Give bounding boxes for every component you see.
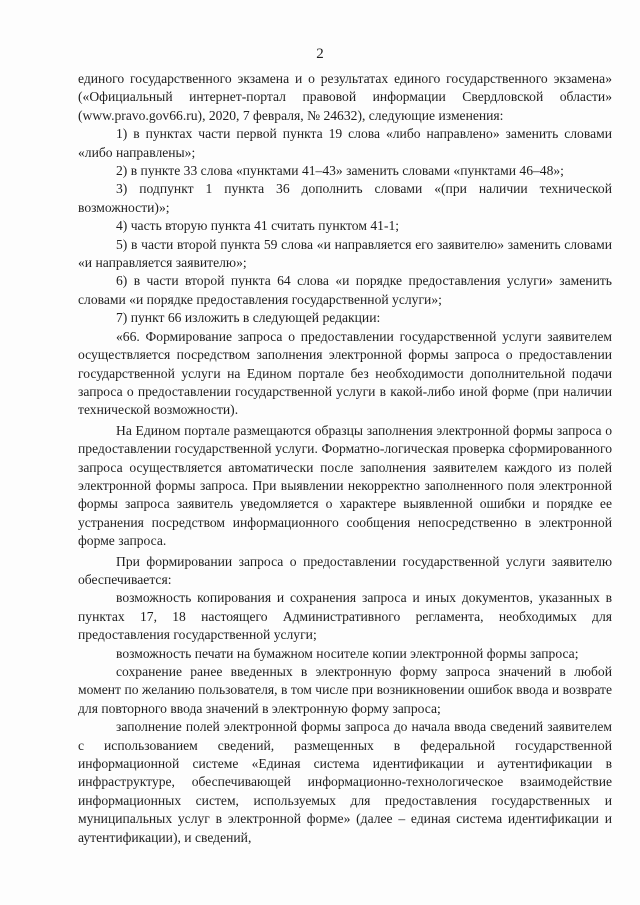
- list-item-3: 3) подпункт 1 пункта 36 дополнить словами «(при наличии технической возможности)»;: [78, 181, 612, 215]
- paragraph-66: «66. Формирование запроса о предоставлении государственной услуги заявителем осуществляется посредством заполнения электронной формы запроса о предоставлении государственной услуги на Едином портале без необходимости дополнительной подачи запроса о предоставлении государственной услуги в какой-либо иной форме (при наличии технической возможности).: [78, 328, 612, 418]
- paragraph-filling: заполнение полей электронной формы запроса до начала ввода сведений заявителем с использованием сведений, размещенных в федеральной государственной информационной системе «Единая система идентификации и аутентификации в инфраструктуре, обеспечивающей информационно-технологическое взаимодействие информационных систем, используемых для предоставления государственных и муниципальных услуг в электронной форме» (далее – единая система идентификации и аутентификации), и сведений,: [78, 719, 612, 845]
- list-item-7: 7) пункт 66 изложить в следующей редакции:: [116, 310, 381, 326]
- paragraph-portal: На Едином портале размещаются образцы заполнения электронной формы запроса о предоставлении государственной услуги. Форматно-логическая проверка сформированного запроса осуществляется автоматически после заполнения заявителем каждого из полей электронной формы запроса. При выявлении некорректно заполненного поля электронной формы запроса заявитель уведомляется о характере выявленной ошибки и порядке ее устранения посредством информационного сообщения непосредственно в электронной форме запроса.: [78, 422, 612, 549]
- list-item-2: 2) в пункте 33 слова «пунктами 41–43» заменить словами «пунктами 46–48»;: [116, 163, 564, 179]
- paragraph-printing: возможность печати на бумажном носителе копии электронной формы запроса;: [116, 645, 579, 661]
- paragraph-forming: При формировании запроса о предоставлении государственной услуги заявителю обеспечивается:: [78, 553, 612, 587]
- list-item-4: 4) часть вторую пункта 41 считать пунктом 41-1;: [116, 218, 400, 234]
- list-item-5: 5) в части второй пункта 59 слова «и направляется его заявителю» заменить словами «и направляется заявителю»;: [78, 236, 612, 271]
- page-number: 2: [316, 46, 324, 62]
- paragraph-intro: единого государственного экзамена и о результатах единого государственного экзамена» («Официальный интернет-портал правовой информации Свердловской области» (www.pravo.gov66.ru), 2020, 7 февраля, № 24632), следующие изменения:: [78, 71, 612, 123]
- list-item-1: 1) в пунктах части первой пункта 19 слова «либо направлено» заменить словами «либо направлены»;: [78, 126, 612, 160]
- list-item-6: 6) в части второй пункта 64 слова «и порядке предоставления услуги» заменить словами «и порядке предоставления государственной услуги»;: [78, 273, 612, 307]
- paragraph-copying: возможность копирования и сохранения запроса и иных документов, указанных в пунктах 17, 18 настоящего Административного регламента, необходимых для предоставления государственной услуги;: [78, 590, 612, 643]
- paragraph-saving: сохранение ранее введенных в электронную форму запроса значений в любой момент по желанию пользователя, в том числе при возникновении ошибок ввода и возврате для повторного ввода значений в электронную форму запроса;: [78, 664, 612, 716]
- document-body: [78, 70, 612, 847]
